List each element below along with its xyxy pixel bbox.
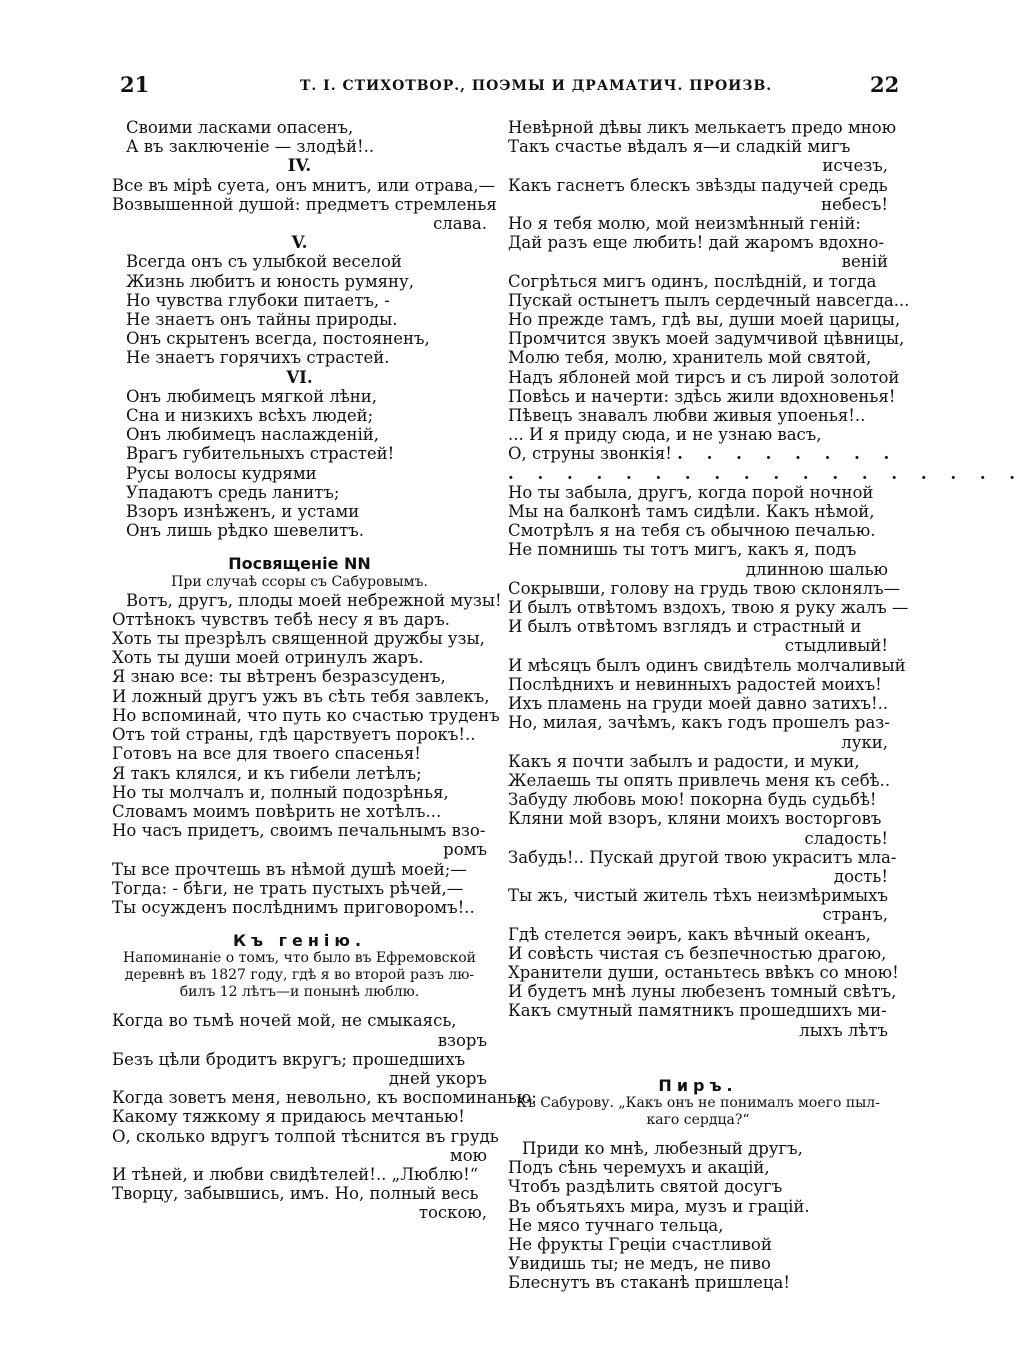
verse-continuation: тоскою, xyxy=(418,1203,487,1223)
verse-line: Вотъ, другъ, плоды моей небрежной музы! xyxy=(126,590,502,610)
poem-subtitle: Къ Сабурову. „Какъ онъ не понималъ моего пыл- xyxy=(516,1094,880,1111)
verse-line: Смотрѣлъ я на тебя съ обычною печалью. xyxy=(508,521,876,541)
page-header xyxy=(0,72,1000,102)
verse-line: Когда во тьмѣ ночей мой, не смыкаясь, xyxy=(112,1011,457,1031)
verse-line: Увидишь ты; не медъ, не пиво xyxy=(508,1254,771,1274)
verse-line: Готовъ на все для твоего спасенья! xyxy=(112,744,421,764)
verse-line: И былъ отвѣтомъ взглядъ и страстный и xyxy=(508,617,862,637)
verse-line: Не знаетъ онъ тайны природы. xyxy=(126,310,398,330)
verse-line: Но чувства глубоки питаетъ, - xyxy=(126,290,390,310)
verse-line: А въ заключеніе — злодѣй!.. xyxy=(126,137,375,157)
verse-line: Пѣвецъ знавалъ любви живыя упоенья!.. xyxy=(508,406,866,426)
verse-continuation: странъ, xyxy=(822,905,888,925)
verse-line: Все въ мірѣ суета, онъ мнитъ, или отрава,— xyxy=(112,175,496,195)
verse-continuation: ромъ xyxy=(443,840,487,860)
ellipsis-row: . . . . . . . . . . . . . . . . . . xyxy=(508,463,1024,483)
verse-line: Онъ лишь рѣдко шевелитъ. xyxy=(126,521,364,541)
verse-line: Забуду любовь мою! покорна будь судьбѣ! xyxy=(508,790,877,810)
verse-line: Но ты забыла, другъ, когда порой ночной xyxy=(508,482,874,502)
right-column xyxy=(508,118,1024,1293)
verse-continuation: небесъ! xyxy=(821,194,888,214)
verse-line: Онъ любимецъ мягкой лѣни, xyxy=(126,386,378,406)
verse-line: Ихъ пламень на груди моей давно затихъ!.. xyxy=(508,694,889,714)
verse-continuation: сладость! xyxy=(804,828,888,848)
verse-line: Но прежде тамъ, гдѣ вы, души моей царицы, xyxy=(508,310,901,330)
verse-line: И совѣсть чистая съ безпечностью драгою, xyxy=(508,943,887,963)
verse-line: Не мясо тучнаго тельца, xyxy=(508,1215,724,1235)
verse-line: Отъ той страны, гдѣ царствуетъ порокъ!.. xyxy=(112,725,476,745)
verse-line: Послѣднихъ и невинныхъ радостей моихъ! xyxy=(508,674,882,694)
verse-line: Всегда онъ съ улыбкой веселой xyxy=(126,252,402,272)
verse-continuation: слава. xyxy=(433,214,487,234)
verse-line: Кляни мой взоръ, кляни моихъ восторговъ xyxy=(508,809,882,829)
verse-line: Хоть ты души моей отринулъ жаръ. xyxy=(112,648,424,668)
verse-line: Когда зоветъ меня, невольно, къ воспоминанью: xyxy=(112,1088,537,1108)
verse-line: Надъ яблоней мой тирсъ и съ лирой золотой xyxy=(508,367,900,387)
verse-line: Творцу, забывшись, имъ. Но, полный весь xyxy=(112,1184,479,1204)
poem-title-feast: Пиръ. xyxy=(658,1075,738,1095)
verse-line: Онъ скрытенъ всегда, постояненъ, xyxy=(126,329,430,349)
verse-line: Врагъ губительныхъ страстей! xyxy=(126,444,395,464)
page-number-left: 21 xyxy=(120,72,150,97)
verse-line: Не знаетъ горячихъ страстей. xyxy=(126,348,390,368)
verse-continuation: длинною шалью xyxy=(745,559,888,579)
verse-line: О, сколько вдругъ толпой тѣснится въ грудь xyxy=(112,1126,499,1146)
verse-line: И тѣней, и любви свидѣтелей!.. „Люблю!“ xyxy=(112,1164,479,1184)
verse-line: Согрѣться мигъ одинъ, послѣдній, и тогда xyxy=(508,271,877,291)
poem-subtitle: деревнѣ въ 1827 году, гдѣ я во второй разъ лю- xyxy=(124,967,475,984)
verse-line: Гдѣ стелется эѳиръ, какъ вѣчный океанъ, xyxy=(508,924,871,944)
spacer xyxy=(112,1001,487,1011)
verse-line: Я знаю все: ты вѣтренъ безразсуденъ, xyxy=(112,667,446,687)
verse-line: Жизнь любитъ и юность румяну, xyxy=(126,271,415,291)
verse-line: Какому тяжкому я придаюсь мечтанью! xyxy=(112,1107,465,1127)
verse-line: Блеснутъ въ стаканѣ пришлеца! xyxy=(508,1273,790,1293)
verse-line: Повѣсь и начерти: здѣсь жили вдохновенья! xyxy=(508,386,896,406)
verse-line: Словамъ моимъ повѣрить не хотѣлъ... xyxy=(112,801,442,821)
verse-line: Но, милая, зачѣмъ, какъ годъ прошелъ раз- xyxy=(508,713,890,733)
verse-line: Ты все прочтешь въ нѣмой душѣ моей;— xyxy=(112,859,467,879)
verse-line: Приди ко мнѣ, любезный другъ, xyxy=(522,1138,803,1158)
verse-continuation: веній xyxy=(841,252,888,272)
verse-line: Взоръ изнѣженъ, и устами xyxy=(126,502,360,522)
verse-continuation: лыхъ лѣтъ xyxy=(799,1020,888,1040)
left-column xyxy=(112,118,537,1223)
verse-line: И будетъ мнѣ луны любезенъ томный свѣтъ, xyxy=(508,982,897,1002)
verse-line: Возвышенной душой: предметъ стремленья xyxy=(112,194,497,214)
verse-line: Но ты молчалъ и, полный подозрѣнья, xyxy=(112,782,449,802)
verse-line: Хоть ты презрѣлъ священной дружбы узы, xyxy=(112,629,485,649)
verse-line: Русы волосы кудрями xyxy=(126,463,317,483)
verse-line: Чтобъ раздѣлить святой досугъ xyxy=(508,1177,783,1197)
verse-line: Упадаютъ средь ланитъ; xyxy=(126,482,340,502)
verse-line: Ты осужденъ послѣднимъ приговоромъ!.. xyxy=(112,897,475,917)
verse-continuation: стыдливый! xyxy=(784,636,888,656)
verse-line: Но вспоминай, что путь ко счастью труденъ xyxy=(112,705,500,725)
verse-continuation: дость! xyxy=(833,866,888,886)
verse-line: Сокрывши, голову на грудь твою склонялъ— xyxy=(508,578,901,598)
section-number-iv: IV. xyxy=(287,156,312,176)
running-title: Т. І. СТИХОТВОР., ПОЭМЫ И ДРАМАТИЧ. ПРОИЗВ. xyxy=(300,78,773,94)
verse-line: Я такъ клялся, и къ гибели летѣлъ; xyxy=(112,763,422,783)
verse-line: ... И я приду сюда, и не узнаю васъ, xyxy=(508,425,822,445)
verse-line: Оттѣнокъ чувствъ тебѣ несу я въ даръ. xyxy=(112,609,450,629)
poem-title-dedication: Посвященіе NN xyxy=(228,554,371,574)
verse-line: Желаешь ты опять привлечь меня къ себѣ.. xyxy=(508,770,891,790)
verse-line: Подъ сѣнь черемухъ и акацій, xyxy=(508,1158,770,1178)
verse-line: Но я тебя молю, мой неизмѣнный геній: xyxy=(508,214,861,234)
spacer xyxy=(508,1129,888,1139)
verse-line: Въ объятьяхъ мира, музъ и грацій. xyxy=(508,1196,810,1216)
poem-title-genius: Къ генію. xyxy=(232,931,367,951)
verse-line: И былъ отвѣтомъ вздохъ, твою я руку жалъ — xyxy=(508,598,909,618)
verse-line: Молю тебя, молю, хранитель мой святой, xyxy=(508,348,872,368)
verse-line: Сна и низкихъ всѣхъ людей; xyxy=(126,406,374,426)
verse-continuation: взоръ xyxy=(437,1030,487,1050)
verse-line: Такъ счастье вѣдалъ я—и сладкій мигъ xyxy=(508,137,851,157)
poem-subtitle: При случаѣ ссоры съ Сабуровымъ. xyxy=(171,573,428,590)
section-number-vi: VI. xyxy=(286,367,313,387)
verse-line: Забудь!.. Пускай другой твою украситъ мла- xyxy=(508,847,897,867)
verse-continuation: мою xyxy=(449,1145,487,1165)
verse-line: Какъ смутный памятникъ прошедшихъ ми- xyxy=(508,1001,887,1021)
verse-line: Безъ цѣли бродитъ вкругъ; прошедшихъ xyxy=(112,1049,466,1069)
verse-line: Тогда: - бѣги, не трать пустыхъ рѣчей,— xyxy=(112,878,464,898)
verse-line: Онъ любимецъ наслажденій, xyxy=(126,425,380,445)
verse-line: Не фрукты Греціи счастливой xyxy=(508,1234,772,1254)
verse-line: Своими ласками опасенъ, xyxy=(126,118,354,137)
verse-line: Но часъ придетъ, своимъ печальнымъ взо- xyxy=(112,821,486,841)
spacer xyxy=(508,1040,888,1062)
verse-continuation: исчезъ, xyxy=(822,156,888,176)
verse-continuation: дней укоръ xyxy=(388,1068,487,1088)
verse-line: И ложный другъ ужъ въ сѣть тебя завлекъ, xyxy=(112,686,490,706)
verse-line: Ты жъ, чистый житель тѣхъ неизмѣримыхъ xyxy=(508,886,888,906)
section-number-v: V. xyxy=(291,233,308,253)
verse-line: Мы на балконѣ тамъ сидѣли. Какъ нѣмой, xyxy=(508,502,875,522)
verse-continuation: луки, xyxy=(841,732,888,752)
verse-line: Пускай остынетъ пылъ сердечный навсегда... xyxy=(508,290,910,310)
verse-line: Промчится звукъ моей задумчивой цѣвницы, xyxy=(508,329,905,349)
verse-line: Какъ я почти забылъ и радости, и муки, xyxy=(508,751,860,771)
verse-line xyxy=(508,444,899,464)
verse-line: Невѣрной дѣвы ликъ мелькаетъ предо мною xyxy=(508,118,897,137)
verse-line: Какъ гаснетъ блескъ звѣзды падучей средь xyxy=(508,175,888,195)
page-number-right: 22 xyxy=(870,72,900,97)
verse-line: Не помнишь ты тотъ мигъ, какъ я, подъ xyxy=(508,540,857,560)
poem-subtitle: билъ 12 лѣтъ—и понынѣ люблю. xyxy=(179,984,420,1001)
poem-subtitle: каго сердца?“ xyxy=(646,1111,750,1128)
verse-line: И мѣсяцъ былъ одинъ свидѣтель молчаливый xyxy=(508,655,906,675)
poem-subtitle: Напоминаніе о томъ, что было въ Ефремовской xyxy=(123,950,476,967)
ellipsis-dots: . . . . . . . . xyxy=(677,444,899,464)
verse-line: Хранители души, останьтесь ввѣкъ со мною! xyxy=(508,962,899,982)
verse-line: Дай разъ еще любить! дай жаромъ вдохно- xyxy=(508,233,885,253)
verse-text: О, струны звонкія! xyxy=(508,444,672,464)
